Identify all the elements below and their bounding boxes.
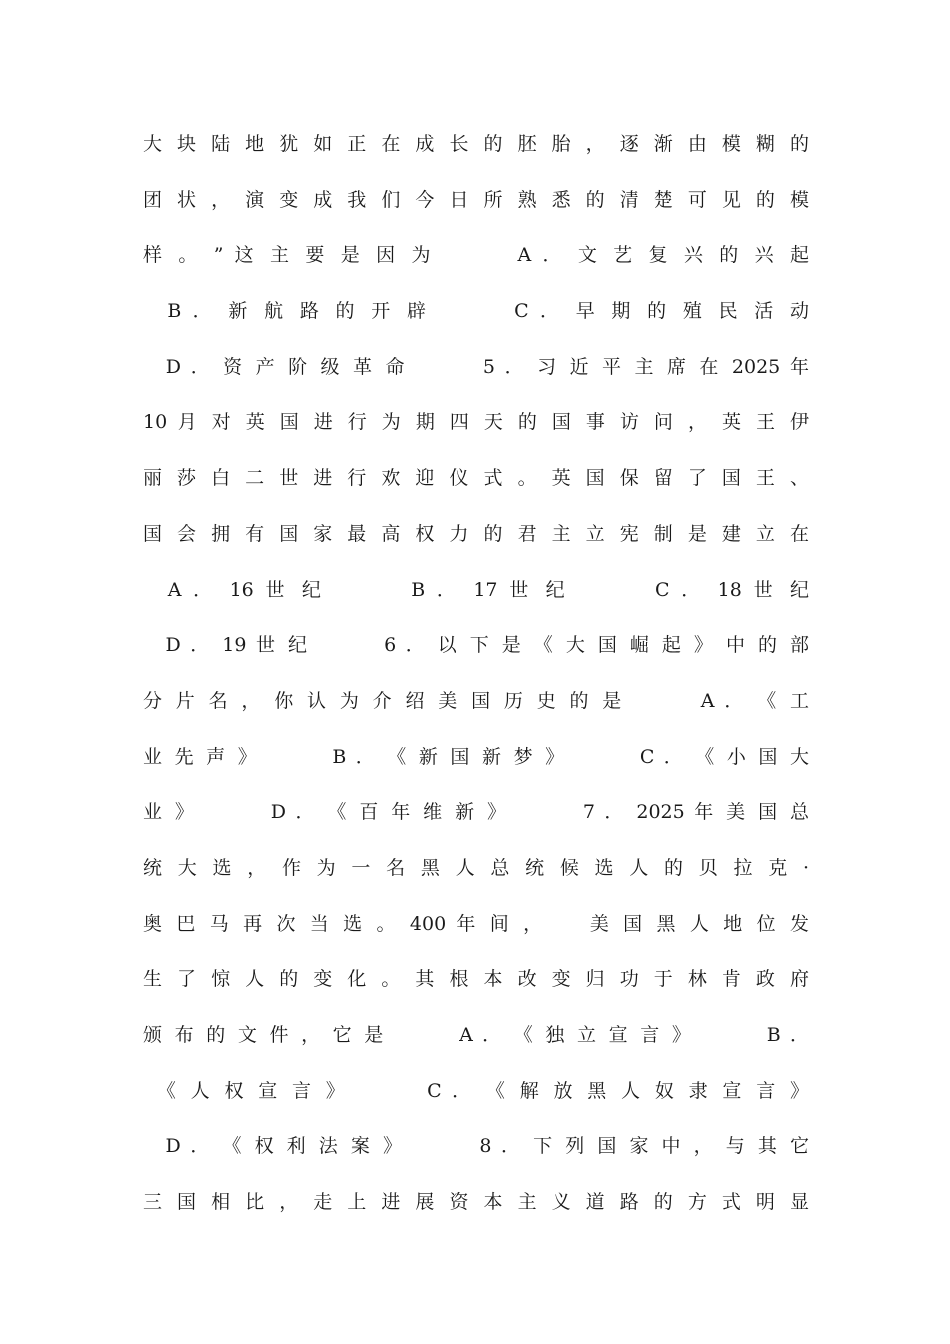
text-line: 业 先 声 》 B ． 《 新 国 新 梦 》 C ． 《 小 国 大: [143, 745, 809, 768]
text-line: 样 。 ” 这 主 要 是 因 为 A ． 文 艺 复 兴 的 兴 起: [143, 244, 835, 267]
text-line: B ． 新 航 路 的 开 辟 C ． 早 期 的 殖 民 活 动: [143, 300, 860, 323]
text-line: D ． 资 产 阶 级 革 命 5 ． 习 近 平 主 席 在 2025 年: [143, 355, 809, 378]
text-line: D ． 19 世 纪 6 ． 以 下 是 《 大 国 崛 起 》 中 的 部: [143, 634, 809, 657]
text-line: A ． 16 世 纪 B ． 17 世 纪 C ． 18 世 纪: [143, 578, 910, 601]
text-line: 分 片 名 ， 你 认 为 介 绍 美 国 历 史 的 是 A ． 《 工: [143, 689, 809, 712]
text-line: 国 会 拥 有 国 家 最 高 权 力 的 君 主 立 宪 制 是 建 立 在: [143, 522, 809, 545]
text-line: 奥 巴 马 再 次 当 选 。 400 年 间 ， 美 国 黑 人 地 位 发: [143, 912, 809, 935]
text-line: 统 大 选 ， 作 为 一 名 黑 人 总 统 候 选 人 的 贝 拉 克 ·: [143, 856, 809, 879]
text-line: 生 了 惊 人 的 变 化 。 其 根 本 改 变 归 功 于 林 肯 政 府: [143, 968, 809, 991]
text-line: D ． 《 权 利 法 案 》 8 ． 下 列 国 家 中 ， 与 其 它: [143, 1135, 809, 1158]
text-line: 颁 布 的 文 件 ， 它 是 A ． 《 独 立 宣 言 》 B ．: [143, 1024, 809, 1046]
text-line: 10 月 对 英 国 进 行 为 期 四 天 的 国 事 访 问 ， 英 王 伊: [143, 411, 809, 434]
text-line: 丽 莎 白 二 世 进 行 欢 迎 仪 式 。 英 国 保 留 了 国 王 、: [143, 467, 809, 490]
text-line: 《 人 权 宣 言 》 C ． 《 解 放 黑 人 奴 隶 宣 言 》: [143, 1079, 860, 1102]
text-line: 业 》 D ． 《 百 年 维 新 》 7 ． 2025 年 美 国 总: [143, 801, 809, 824]
text-line: 三 国 相 比 ， 走 上 进 展 资 本 主 义 道 路 的 方 式 明 显: [143, 1191, 809, 1214]
text-line: 大 块 陆 地 犹 如 正 在 成 长 的 胚 胎 ， 逐 渐 由 模 糊 的: [143, 133, 809, 155]
text-line: 团 状 ， 演 变 成 我 们 今 日 所 熟 悉 的 清 楚 可 见 的 模: [143, 188, 809, 211]
body-text: [143, 117, 910, 1231]
